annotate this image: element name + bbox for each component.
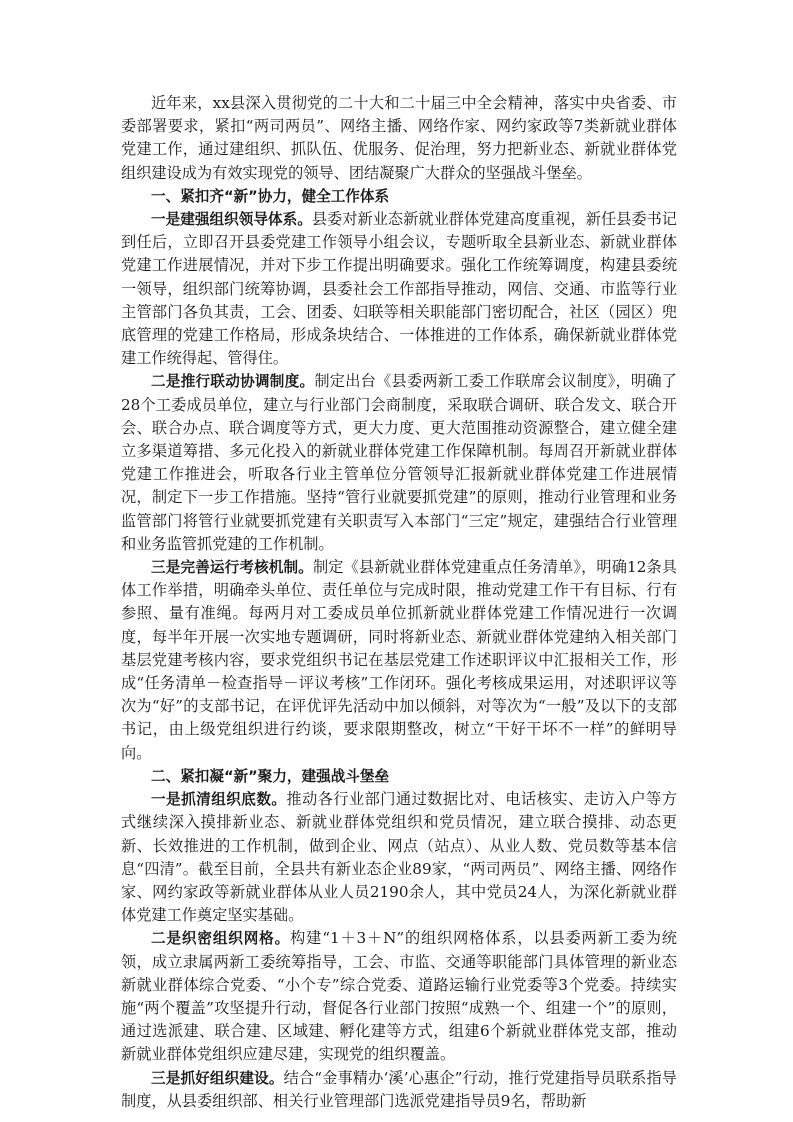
intro-paragraph <box>121 92 677 185</box>
paragraph-text: 结合“金事精办‘溪’心惠企”行动，推行党建指导员联系指导制度，从县委组织部、相关行业管理部门选派党建指导员9名，帮助新 <box>121 1068 677 1110</box>
body-paragraph <box>121 370 677 556</box>
paragraph-text: 构建“1＋3＋N”的组织网格体系，以县委两新工委为统领，成立隶属两新工委统筹指导，工会、市监、交通等职能部门具体管理的新业态新就业群体综合党委、“小个专”综合党委、道路运输行业党委等3个党委。持续实施“两个覆盖”攻坚提升行动，督促各行业部门按照“成熟一个、组建一个”的原则，通过选派建、联合建、区域建、孵化建等方式，组建6个新就业群体党支部，推动新就业群体党组织应建尽建，实现党的组织覆盖。 <box>121 929 677 1064</box>
paragraph-lead: 一是抓清组织底数。 <box>151 791 287 809</box>
body-paragraph <box>121 788 677 927</box>
paragraph-lead: 一是建强组织领导体系。 <box>151 211 312 229</box>
paragraph-lead: 二是推行联动协调制度。 <box>151 373 315 391</box>
body-paragraph <box>121 1067 677 1113</box>
section-heading-text: 二、紧扣凝“新”聚力，建强战斗堡垒 <box>151 767 390 785</box>
paragraph-text: 推动各行业部门通过数据比对、电话核实、走访入户等方式继续深入摸排新业态、新就业群体党组织和党员情况，建立联合摸排、动态更新、长效推进的工作机制，做到企业、网点（站点）、从业人数、党员数等基本信息“四清”。截至目前，全县共有新业态企业89家，“两司两员”、网络主播、网络作家、网约家政等新就业群体从业人员2190余人，其中党员24人，为深化新就业群体党建工作奠定坚实基础。 <box>121 790 677 925</box>
paragraph-lead: 三是抓好组织建设。 <box>151 1069 284 1087</box>
section-heading <box>121 765 677 788</box>
paragraph-text: 制定出台《县委两新工委工作联席会议制度》，明确了28个工委成员单位，建立与行业部门会商制度，采取联合调研、联合发文、联合开会、联合办点、联合调度等方式，更大力度、更大范围推动资源整合，建立健全建立多渠道筹措、多元化投入的新就业群体党建工作保障机制。每周召开新就业群体党建工作推进会，听取各行业主管单位分管领导汇报新就业群体党建工作进展情况，制定下一步工作措施。坚持“管行业就要抓党建”的原则，推动行业管理和业务监管部门将管行业就要抓党建有关职责写入本部门“三定”规定，建强结合行业管理和业务监管抓党建的工作机制。 <box>121 372 677 553</box>
paragraph-text: 制定《县新就业群体党建重点任务清单》，明确12条具体工作举措，明确牵头单位、责任单位与完成时限，推动党建工作干有目标、行有参照、量有准绳。每两月对工委成员单位抓新就业群体党建工作情况进行一次调度，每半年开展一次实地专题调研，同时将新业态、新就业群体党建纳入相关部门基层党建考核内容，要求党组织书记在基层党建工作述职评议中汇报相关工作，形成“任务清单－检查指导－评议考核”工作闭环。强化考核成果运用，对述职评议等次为“好”的支部书记，在评优评先活动中加以倾斜，对等次为“一般”及以下的支部书记，由上级党组织进行约谈，要求限期整改，树立“干好干坏不一样”的鲜明导向。 <box>121 558 677 762</box>
paragraph-lead: 二是织密组织网格。 <box>151 930 291 948</box>
body-paragraph <box>121 556 677 765</box>
body-paragraph <box>121 927 677 1066</box>
document-page <box>121 92 677 1113</box>
paragraph-lead: 三是完善运行考核机制。 <box>151 559 313 577</box>
section-heading-text: 一、紧扣齐“新”协力，健全工作体系 <box>151 187 390 205</box>
section-heading <box>121 185 677 208</box>
paragraph-text: 县委对新业态新就业群体党建高度重视，新任县委书记到任后，立即召开县委党建工作领导小组会议，专题听取全县新业态、新就业群体党建工作进展情况，并对下步工作提出明确要求。强化工作统筹调度，构建县委统一领导，组织部门统筹协调，县委社会工作部指导推动，网信、交通、市监等行业主管部门各负其责，工会、团委、妇联等相关职能部门密切配合，社区（园区）兜底管理的党建工作格局，形成条块结合、一体推进的工作体系，确保新就业群体党建工作统得起、管得住。 <box>121 210 677 368</box>
body-paragraph <box>121 208 677 370</box>
paragraph-text: 近年来，xx县深入贯彻党的二十大和二十届三中全会精神，落实中央省委、市委部署要求，紧扣“两司两员”、网络主播、网络作家、网约家政等7类新就业群体党建工作，通过建组织、抓队伍、优服务、促治理，努力把新业态、新就业群体党组织建设成为有效实现党的领导、团结凝聚广大群众的坚强战斗堡垒。 <box>121 94 677 182</box>
